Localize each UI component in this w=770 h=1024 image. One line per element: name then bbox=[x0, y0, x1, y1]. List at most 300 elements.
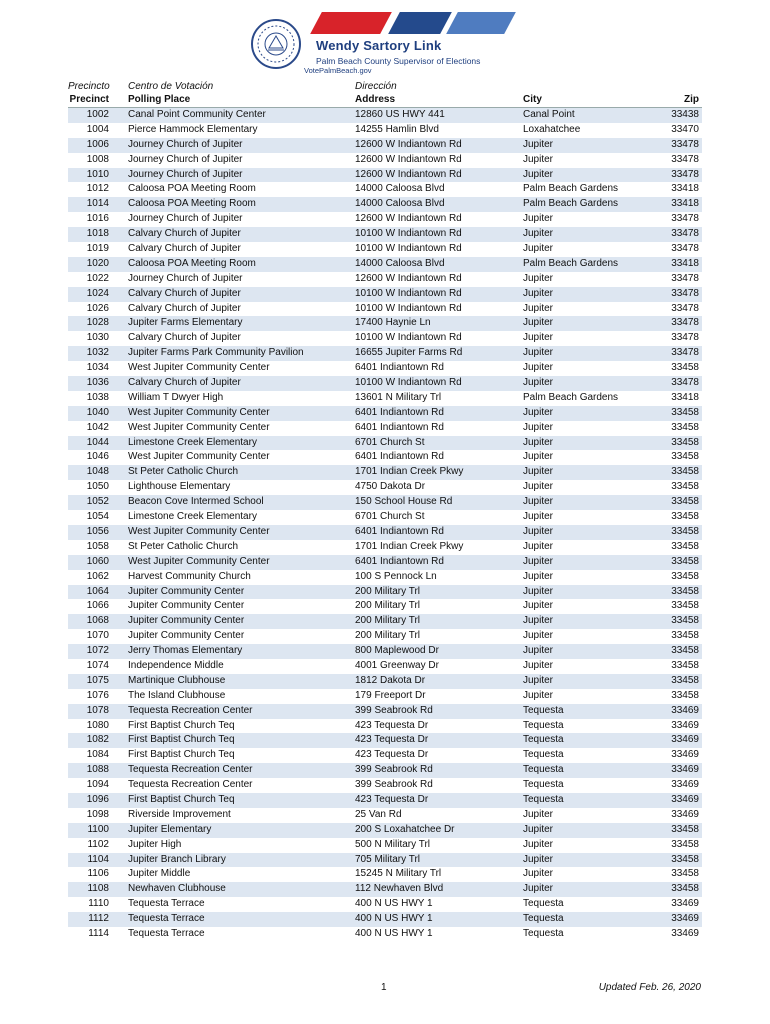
cell-precinct: 1010 bbox=[86, 168, 109, 180]
cell-zip: 33478 bbox=[671, 228, 699, 240]
cell-polling-place: Tequesta Recreation Center bbox=[128, 764, 253, 776]
cell-precinct: 1008 bbox=[86, 153, 109, 165]
cell-polling-place: West Jupiter Community Center bbox=[128, 421, 270, 433]
cell-precinct: 1044 bbox=[86, 436, 109, 448]
table-row bbox=[68, 912, 702, 927]
cell-zip: 33478 bbox=[671, 168, 699, 180]
cell-polling-place: Jupiter Farms Elementary bbox=[128, 317, 243, 329]
cell-city: Jupiter bbox=[523, 421, 554, 433]
cell-address: 10100 W Indiantown Rd bbox=[355, 377, 462, 389]
cell-city: Jupiter bbox=[523, 853, 554, 865]
table-row bbox=[68, 138, 702, 153]
cell-address: 14255 Hamlin Blvd bbox=[355, 123, 439, 135]
cell-city: Palm Beach Gardens bbox=[523, 391, 619, 403]
table-row bbox=[68, 599, 702, 614]
cell-polling-place: Jupiter Branch Library bbox=[128, 853, 226, 865]
cell-precinct: 1002 bbox=[86, 109, 109, 120]
cell-precinct: 1100 bbox=[87, 823, 109, 835]
table-row bbox=[68, 182, 702, 197]
cell-polling-place: First Baptist Church Teq bbox=[128, 719, 235, 731]
cell-zip: 33458 bbox=[671, 615, 699, 627]
cell-polling-place: Canal Point Community Center bbox=[128, 109, 266, 120]
cell-zip: 33469 bbox=[671, 808, 699, 820]
cell-precinct: 1060 bbox=[86, 555, 109, 567]
cell-polling-place: Independence Middle bbox=[128, 659, 224, 671]
cell-address: 6401 Indiantown Rd bbox=[355, 525, 444, 537]
cell-polling-place: Caloosa POA Meeting Room bbox=[128, 198, 256, 210]
cell-precinct: 1104 bbox=[87, 853, 109, 865]
cell-polling-place: Harvest Community Church bbox=[128, 570, 251, 582]
cell-address: 200 Military Trl bbox=[355, 600, 421, 612]
cell-city: Loxahatchee bbox=[523, 123, 581, 135]
cell-zip: 33458 bbox=[671, 883, 699, 895]
cell-city: Jupiter bbox=[523, 630, 554, 642]
cell-city: Jupiter bbox=[523, 406, 554, 418]
cell-polling-place: Beacon Cove Intermed School bbox=[128, 496, 264, 508]
cell-address: 10100 W Indiantown Rd bbox=[355, 302, 462, 314]
cell-precinct: 1022 bbox=[86, 272, 109, 284]
cell-zip: 33469 bbox=[671, 793, 699, 805]
brand-url: VotePalmBeach.gov bbox=[304, 66, 372, 75]
cell-polling-place: Jupiter High bbox=[128, 838, 182, 850]
table-row bbox=[68, 197, 702, 212]
table-row bbox=[68, 257, 702, 272]
cell-city: Tequesta bbox=[523, 913, 564, 925]
cell-zip: 33469 bbox=[671, 719, 699, 731]
cell-city: Jupiter bbox=[523, 138, 554, 150]
cell-polling-place: Jupiter Community Center bbox=[128, 615, 245, 627]
cell-address: 12600 W Indiantown Rd bbox=[355, 153, 462, 165]
cell-polling-place: Limestone Creek Elementary bbox=[128, 436, 257, 448]
cell-precinct: 1084 bbox=[86, 749, 109, 761]
cell-city: Jupiter bbox=[523, 600, 554, 612]
cell-address: 10100 W Indiantown Rd bbox=[355, 332, 462, 344]
cell-polling-place: West Jupiter Community Center bbox=[128, 555, 270, 567]
cell-address: 12600 W Indiantown Rd bbox=[355, 168, 462, 180]
table-row bbox=[68, 674, 702, 689]
cell-address: 200 S Loxahatchee Dr bbox=[355, 823, 455, 835]
table-row bbox=[68, 287, 702, 302]
cell-precinct: 1110 bbox=[88, 898, 109, 910]
table-row bbox=[68, 808, 702, 823]
table-row bbox=[68, 212, 702, 227]
table-row bbox=[68, 882, 702, 897]
logo-stripe-dark bbox=[388, 12, 452, 34]
cell-precinct: 1058 bbox=[86, 540, 109, 552]
cell-precinct: 1034 bbox=[86, 362, 109, 374]
cell-city: Tequesta bbox=[523, 704, 564, 716]
cell-city: Jupiter bbox=[523, 243, 554, 255]
table-row bbox=[68, 227, 702, 242]
table-row bbox=[68, 570, 702, 585]
cell-polling-place: Jupiter Middle bbox=[128, 868, 191, 880]
cell-address: 17400 Haynie Ln bbox=[355, 317, 431, 329]
cell-precinct: 1066 bbox=[86, 600, 109, 612]
cell-precinct: 1046 bbox=[86, 451, 109, 463]
cell-address: 12600 W Indiantown Rd bbox=[355, 213, 462, 225]
cell-precinct: 1094 bbox=[86, 779, 109, 791]
cell-zip: 33458 bbox=[671, 496, 699, 508]
cell-address: 399 Seabrook Rd bbox=[355, 764, 433, 776]
cell-polling-place: West Jupiter Community Center bbox=[128, 451, 270, 463]
logo-stripe-red bbox=[310, 12, 392, 34]
cell-address: 200 Military Trl bbox=[355, 630, 421, 642]
table-row bbox=[68, 585, 702, 600]
table-row bbox=[68, 123, 702, 138]
updated-date: Updated Feb. 26, 2020 bbox=[598, 982, 701, 993]
table-row bbox=[68, 555, 702, 570]
cell-city: Jupiter bbox=[523, 659, 554, 671]
cell-precinct: 1032 bbox=[86, 347, 109, 359]
cell-city: Jupiter bbox=[523, 570, 554, 582]
table-row bbox=[68, 361, 702, 376]
header-zip: Zip bbox=[684, 94, 699, 105]
cell-address: 400 N US HWY 1 bbox=[355, 898, 433, 910]
cell-precinct: 1064 bbox=[86, 585, 109, 597]
table-row bbox=[68, 525, 702, 540]
table-row bbox=[68, 704, 702, 719]
table-row bbox=[68, 450, 702, 465]
header-row-english bbox=[68, 93, 702, 108]
cell-zip: 33478 bbox=[671, 347, 699, 359]
table-row bbox=[68, 614, 702, 629]
cell-city: Jupiter bbox=[523, 332, 554, 344]
cell-polling-place: Tequesta Terrace bbox=[128, 898, 205, 910]
cell-city: Tequesta bbox=[523, 898, 564, 910]
cell-precinct: 1098 bbox=[86, 808, 109, 820]
cell-zip: 33478 bbox=[671, 332, 699, 344]
cell-precinct: 1026 bbox=[86, 302, 109, 314]
cell-polling-place: St Peter Catholic Church bbox=[128, 466, 239, 478]
cell-city: Tequesta bbox=[523, 793, 564, 805]
cell-address: 10100 W Indiantown Rd bbox=[355, 228, 462, 240]
cell-precinct: 1068 bbox=[86, 615, 109, 627]
cell-precinct: 1036 bbox=[86, 377, 109, 389]
cell-precinct: 1056 bbox=[86, 525, 109, 537]
cell-city: Jupiter bbox=[523, 481, 554, 493]
table-row bbox=[68, 108, 702, 123]
cell-polling-place: West Jupiter Community Center bbox=[128, 525, 270, 537]
cell-city: Jupiter bbox=[523, 168, 554, 180]
cell-zip: 33458 bbox=[671, 689, 699, 701]
cell-address: 200 Military Trl bbox=[355, 585, 421, 597]
header-precinct-es: Precincto bbox=[68, 81, 110, 92]
cell-city: Jupiter bbox=[523, 436, 554, 448]
cell-zip: 33458 bbox=[671, 570, 699, 582]
cell-zip: 33478 bbox=[671, 243, 699, 255]
cell-precinct: 1054 bbox=[86, 511, 109, 523]
cell-polling-place: Jupiter Elementary bbox=[128, 823, 212, 835]
cell-precinct: 1014 bbox=[86, 198, 109, 210]
cell-zip: 33469 bbox=[671, 779, 699, 791]
table-row bbox=[68, 242, 702, 257]
cell-address: 14000 Caloosa Blvd bbox=[355, 183, 445, 195]
cell-zip: 33478 bbox=[671, 377, 699, 389]
cell-polling-place: Calvary Church of Jupiter bbox=[128, 332, 241, 344]
cell-city: Jupiter bbox=[523, 585, 554, 597]
cell-zip: 33458 bbox=[671, 674, 699, 686]
cell-zip: 33469 bbox=[671, 704, 699, 716]
cell-precinct: 1114 bbox=[88, 927, 109, 939]
cell-precinct: 1075 bbox=[86, 674, 109, 686]
header-polling-place: Polling Place bbox=[128, 94, 191, 105]
cell-zip: 33458 bbox=[671, 481, 699, 493]
table-row bbox=[68, 540, 702, 555]
cell-zip: 33469 bbox=[671, 898, 699, 910]
header-address-es: Dirección bbox=[355, 81, 397, 92]
table-row bbox=[68, 436, 702, 451]
cell-city: Jupiter bbox=[523, 511, 554, 523]
table-row bbox=[68, 719, 702, 734]
cell-polling-place: Tequesta Terrace bbox=[128, 913, 205, 925]
cell-polling-place: Jupiter Community Center bbox=[128, 600, 245, 612]
table-row bbox=[68, 778, 702, 793]
cell-city: Tequesta bbox=[523, 779, 564, 791]
brand-subtitle: Palm Beach County Supervisor of Elections bbox=[316, 56, 481, 66]
cell-zip: 33418 bbox=[671, 198, 699, 210]
cell-zip: 33458 bbox=[671, 362, 699, 374]
cell-city: Jupiter bbox=[523, 555, 554, 567]
cell-precinct: 1062 bbox=[86, 570, 109, 582]
cell-polling-place: St Peter Catholic Church bbox=[128, 540, 239, 552]
cell-polling-place: West Jupiter Community Center bbox=[128, 362, 270, 374]
cell-city: Jupiter bbox=[523, 645, 554, 657]
cell-address: 6701 Church St bbox=[355, 436, 425, 448]
cell-precinct: 1102 bbox=[87, 838, 109, 850]
cell-zip: 33458 bbox=[671, 853, 699, 865]
cell-polling-place: Journey Church of Jupiter bbox=[128, 213, 243, 225]
cell-precinct: 1096 bbox=[86, 793, 109, 805]
cell-polling-place: Riverside Improvement bbox=[128, 808, 231, 820]
table-row bbox=[68, 793, 702, 808]
table-row bbox=[68, 391, 702, 406]
cell-city: Tequesta bbox=[523, 764, 564, 776]
cell-city: Tequesta bbox=[523, 749, 564, 761]
cell-address: 1701 Indian Creek Pkwy bbox=[355, 466, 464, 478]
cell-city: Palm Beach Gardens bbox=[523, 257, 619, 269]
table-row bbox=[68, 168, 702, 183]
cell-zip: 33458 bbox=[671, 868, 699, 880]
cell-city: Jupiter bbox=[523, 362, 554, 374]
cell-precinct: 1052 bbox=[86, 496, 109, 508]
cell-city: Jupiter bbox=[523, 302, 554, 314]
cell-city: Jupiter bbox=[523, 213, 554, 225]
cell-zip: 33458 bbox=[671, 555, 699, 567]
cell-polling-place: Jupiter Community Center bbox=[128, 630, 245, 642]
cell-address: 6401 Indiantown Rd bbox=[355, 362, 444, 374]
cell-zip: 33478 bbox=[671, 153, 699, 165]
cell-precinct: 1018 bbox=[86, 228, 109, 240]
cell-address: 1701 Indian Creek Pkwy bbox=[355, 540, 464, 552]
table-row bbox=[68, 302, 702, 317]
cell-zip: 33469 bbox=[671, 749, 699, 761]
cell-precinct: 1106 bbox=[87, 868, 109, 880]
cell-zip: 33478 bbox=[671, 138, 699, 150]
cell-precinct: 1006 bbox=[86, 138, 109, 150]
cell-precinct: 1108 bbox=[87, 883, 109, 895]
cell-precinct: 1050 bbox=[86, 481, 109, 493]
cell-zip: 33458 bbox=[671, 659, 699, 671]
cell-polling-place: West Jupiter Community Center bbox=[128, 406, 270, 418]
cell-zip: 33458 bbox=[671, 421, 699, 433]
cell-city: Palm Beach Gardens bbox=[523, 198, 619, 210]
cell-address: 423 Tequesta Dr bbox=[355, 734, 429, 746]
cell-polling-place: Calvary Church of Jupiter bbox=[128, 228, 241, 240]
cell-polling-place: Calvary Church of Jupiter bbox=[128, 302, 241, 314]
logo-stripe-blue bbox=[446, 12, 516, 34]
cell-city: Jupiter bbox=[523, 689, 554, 701]
brand-name: Wendy Sartory Link bbox=[316, 38, 442, 53]
cell-address: 12600 W Indiantown Rd bbox=[355, 272, 462, 284]
cell-polling-place: Martinique Clubhouse bbox=[128, 674, 226, 686]
table-row bbox=[68, 480, 702, 495]
cell-city: Jupiter bbox=[523, 615, 554, 627]
cell-address: 10100 W Indiantown Rd bbox=[355, 243, 462, 255]
table-row bbox=[68, 510, 702, 525]
cell-polling-place: Journey Church of Jupiter bbox=[128, 153, 243, 165]
cell-polling-place: Journey Church of Jupiter bbox=[128, 138, 243, 150]
cell-city: Jupiter bbox=[523, 525, 554, 537]
cell-polling-place: Tequesta Recreation Center bbox=[128, 704, 253, 716]
cell-zip: 33458 bbox=[671, 406, 699, 418]
cell-zip: 33469 bbox=[671, 764, 699, 776]
cell-zip: 33458 bbox=[671, 585, 699, 597]
header-address: Address bbox=[355, 94, 396, 105]
cell-precinct: 1048 bbox=[86, 466, 109, 478]
table-row bbox=[68, 689, 702, 704]
table-row bbox=[68, 406, 702, 421]
cell-zip: 33478 bbox=[671, 272, 699, 284]
table-body bbox=[68, 108, 702, 942]
cell-polling-place: Journey Church of Jupiter bbox=[128, 272, 243, 284]
cell-address: 4750 Dakota Dr bbox=[355, 481, 426, 493]
cell-city: Jupiter bbox=[523, 287, 554, 299]
header-polling-place-es: Centro de Votación bbox=[128, 81, 214, 92]
cell-precinct: 1004 bbox=[86, 123, 109, 135]
cell-address: 423 Tequesta Dr bbox=[355, 749, 429, 761]
cell-precinct: 1070 bbox=[86, 630, 109, 642]
cell-address: 1812 Dakota Dr bbox=[355, 674, 426, 686]
cell-address: 16655 Jupiter Farms Rd bbox=[355, 347, 463, 359]
table-row bbox=[68, 748, 702, 763]
cell-zip: 33458 bbox=[671, 525, 699, 537]
cell-precinct: 1042 bbox=[86, 421, 109, 433]
cell-address: 4001 Greenway Dr bbox=[355, 659, 439, 671]
cell-address: 6401 Indiantown Rd bbox=[355, 555, 444, 567]
cell-city: Jupiter bbox=[523, 228, 554, 240]
cell-zip: 33470 bbox=[671, 123, 699, 135]
cell-city: Jupiter bbox=[523, 838, 554, 850]
cell-zip: 33458 bbox=[671, 451, 699, 463]
cell-address: 6401 Indiantown Rd bbox=[355, 421, 444, 433]
cell-address: 112 Newhaven Blvd bbox=[355, 883, 444, 895]
cell-precinct: 1016 bbox=[86, 213, 109, 225]
cell-city: Jupiter bbox=[523, 868, 554, 880]
cell-zip: 33458 bbox=[671, 823, 699, 835]
cell-zip: 33469 bbox=[671, 734, 699, 746]
cell-address: 500 N Military Trl bbox=[355, 838, 431, 850]
cell-precinct: 1072 bbox=[86, 645, 109, 657]
cell-city: Jupiter bbox=[523, 883, 554, 895]
cell-precinct: 1076 bbox=[86, 689, 109, 701]
cell-precinct: 1112 bbox=[88, 913, 109, 925]
cell-city: Tequesta bbox=[523, 734, 564, 746]
cell-zip: 33458 bbox=[671, 600, 699, 612]
cell-zip: 33418 bbox=[671, 183, 699, 195]
cell-address: 423 Tequesta Dr bbox=[355, 719, 429, 731]
cell-address: 400 N US HWY 1 bbox=[355, 927, 433, 939]
cell-precinct: 1028 bbox=[86, 317, 109, 329]
table-row bbox=[68, 331, 702, 346]
cell-address: 423 Tequesta Dr bbox=[355, 793, 429, 805]
cell-address: 800 Maplewood Dr bbox=[355, 645, 439, 657]
cell-zip: 33418 bbox=[671, 257, 699, 269]
page-number: 1 bbox=[381, 982, 387, 993]
cell-address: 200 Military Trl bbox=[355, 615, 421, 627]
cell-polling-place: First Baptist Church Teq bbox=[128, 793, 235, 805]
cell-polling-place: Jerry Thomas Elementary bbox=[128, 645, 243, 657]
cell-zip: 33458 bbox=[671, 630, 699, 642]
table-row bbox=[68, 272, 702, 287]
table-row bbox=[68, 733, 702, 748]
cell-polling-place: William T Dwyer High bbox=[128, 391, 224, 403]
table-row bbox=[68, 421, 702, 436]
table-row bbox=[68, 897, 702, 912]
cell-precinct: 1020 bbox=[86, 257, 109, 269]
cell-address: 6401 Indiantown Rd bbox=[355, 406, 444, 418]
cell-precinct: 1088 bbox=[86, 764, 109, 776]
cell-city: Jupiter bbox=[523, 466, 554, 478]
cell-address: 13601 N Military Trl bbox=[355, 391, 442, 403]
cell-address: 12600 W Indiantown Rd bbox=[355, 138, 462, 150]
cell-address: 399 Seabrook Rd bbox=[355, 779, 433, 791]
cell-zip: 33438 bbox=[671, 109, 699, 120]
cell-city: Jupiter bbox=[523, 496, 554, 508]
cell-precinct: 1040 bbox=[86, 406, 109, 418]
cell-precinct: 1024 bbox=[86, 287, 109, 299]
table-row bbox=[68, 659, 702, 674]
cell-city: Tequesta bbox=[523, 719, 564, 731]
table-row bbox=[68, 853, 702, 868]
cell-zip: 33458 bbox=[671, 540, 699, 552]
cell-polling-place: Tequesta Recreation Center bbox=[128, 779, 253, 791]
table-row bbox=[68, 465, 702, 480]
header-logo bbox=[250, 10, 530, 76]
cell-precinct: 1080 bbox=[86, 719, 109, 731]
cell-polling-place: Lighthouse Elementary bbox=[128, 481, 231, 493]
cell-zip: 33478 bbox=[671, 302, 699, 314]
cell-city: Jupiter bbox=[523, 451, 554, 463]
cell-precinct: 1078 bbox=[86, 704, 109, 716]
cell-zip: 33458 bbox=[671, 511, 699, 523]
cell-polling-place: Calvary Church of Jupiter bbox=[128, 287, 241, 299]
cell-city: Jupiter bbox=[523, 272, 554, 284]
cell-city: Jupiter bbox=[523, 823, 554, 835]
cell-city: Jupiter bbox=[523, 377, 554, 389]
cell-address: 14000 Caloosa Blvd bbox=[355, 257, 445, 269]
cell-polling-place: The Island Clubhouse bbox=[128, 689, 226, 701]
table-row bbox=[68, 823, 702, 838]
cell-polling-place: Newhaven Clubhouse bbox=[128, 883, 226, 895]
cell-polling-place: First Baptist Church Teq bbox=[128, 749, 235, 761]
cell-precinct: 1012 bbox=[86, 183, 109, 195]
cell-address: 6701 Church St bbox=[355, 511, 425, 523]
cell-address: 12860 US HWY 441 bbox=[355, 109, 445, 120]
cell-polling-place: Tequesta Terrace bbox=[128, 927, 205, 939]
cell-city: Tequesta bbox=[523, 927, 564, 939]
cell-city: Jupiter bbox=[523, 153, 554, 165]
cell-zip: 33478 bbox=[671, 287, 699, 299]
